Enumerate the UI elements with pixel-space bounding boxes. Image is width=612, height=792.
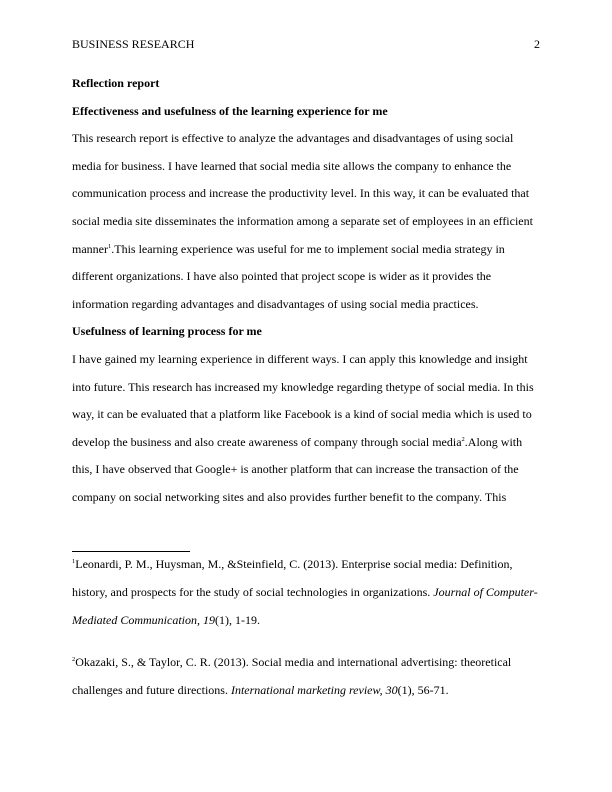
section-heading-usefulness: Usefulness of learning process for me [72,324,262,339]
footnote-1 [72,550,540,634]
section-heading-effectiveness: Effectiveness and usefulness of the learning experience for me [72,103,388,118]
footnote-rest: (1), 1-19. [214,613,260,627]
running-title: BUSINESS RESEARCH [72,37,195,51]
footnote-sep: , [379,683,386,697]
footnote-marker: 2 [72,656,76,663]
footnote-rest: (1), 56-71. [397,683,449,697]
document-body [72,70,540,512]
paragraph-text: .This learning experience was useful for me to implement social media strategy in different organizations. I have also pointed that project scope is wider as it provides the information regarding advantages and disadvantages of using social media practices. [72,241,505,311]
footnotes [72,550,540,704]
footnote-sep: , [196,613,203,627]
paragraph-text: .Along with this, I have observed that Google+ is another platform that can increase the transaction of the company on social networking sites and also provides further benefit to the company. This [72,434,523,504]
footnote-journal: Journal of Computer-Mediated Communication [72,585,538,627]
report-title: Reflection report [72,76,160,90]
footnote-text: Okazaki, S., & Taylor, C. R. (2013). Social media and international advertising: theoretical challenges and future directions. [72,655,512,697]
footnote-volume: 30 [385,683,398,697]
footnote-ref-1[interactable]: 1 [107,242,112,250]
footnote-volume: 19 [202,613,215,627]
paragraph-text: I have gained my learning experience in different ways. I can apply this knowledge and insight into future. This research has increased my knowledge regarding thetype of social media. In this way, it can be evaluated that a platform like Facebook is a kind of social media which is used to develop the business and also create awareness of company through social media [72,351,534,449]
paragraph-effectiveness [72,125,540,318]
footnote-2 [72,648,540,704]
footnote-text: Leonardi, P. M., Huysman, M., &Steinfield, C. (2013). Enterprise social media: Definition, history, and prospects for the study of social technologies in organizations. [72,557,513,599]
footnote-marker: 1 [72,558,76,565]
page-number: 2 [534,37,540,51]
footnote-journal: International marketing review [230,683,380,697]
paragraph-text: This research report is effective to analyze the advantages and disadvantages of using social media for business. I have learned that social media site allows the company to enhance the communication process and increase the productivity level. In this way, it can be evaluated that social media site disseminates the information among a separate set of employees in an efficient manner [72,131,533,256]
footnote-ref-2[interactable]: 2 [461,435,465,443]
paragraph-usefulness [72,346,540,512]
